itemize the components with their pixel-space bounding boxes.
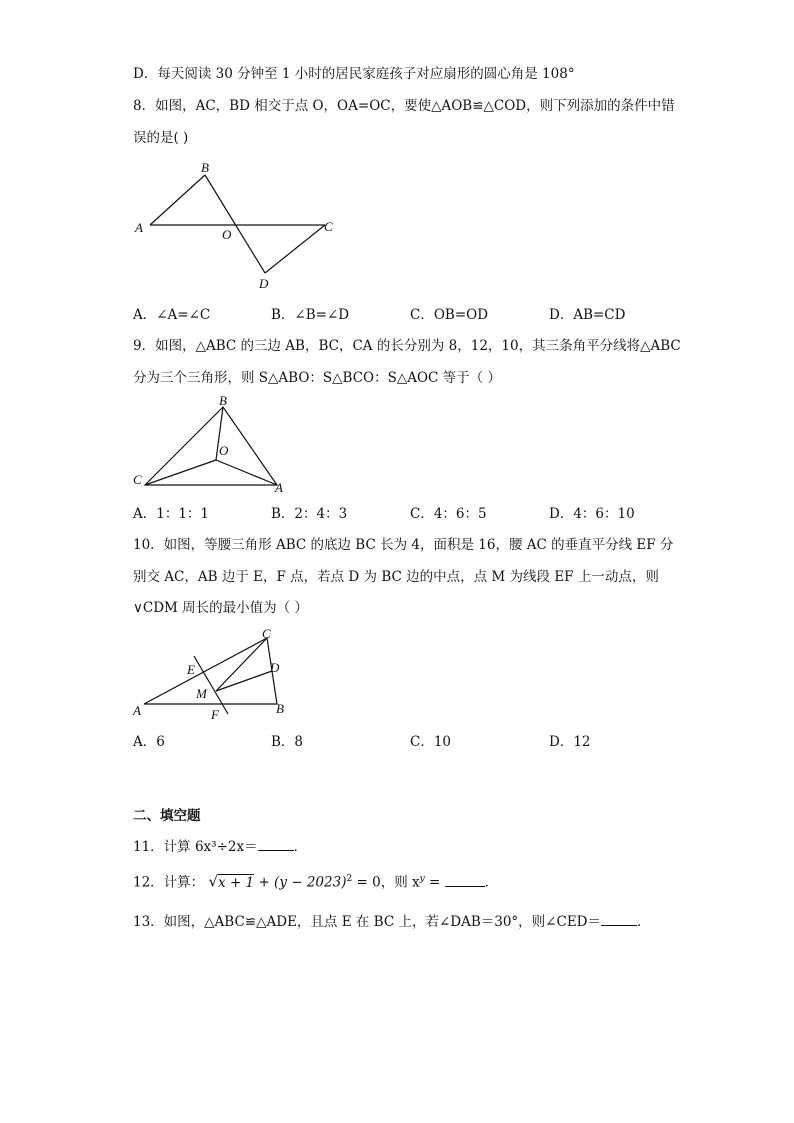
q9-triangle-abc: [145, 407, 277, 485]
q8-option-d[interactable]: D．AB=CD: [549, 307, 626, 323]
q9-option-c[interactable]: C．4：6：5: [410, 506, 487, 522]
q10-stem-line3: ∨CDM 周长的最小值为（ ）: [133, 600, 308, 616]
q9-line-co: [145, 460, 216, 485]
q9-label-a: A: [275, 480, 283, 495]
q10-label-d: D: [270, 660, 280, 675]
q10-label-c: C: [262, 626, 271, 641]
q10-option-b[interactable]: B．8: [271, 734, 304, 750]
q8-label-b: B: [201, 160, 209, 175]
q13-answer-blank[interactable]: [601, 911, 637, 926]
q10-line-dm: [216, 671, 272, 691]
q8-label-a: A: [135, 220, 143, 235]
q9-option-a[interactable]: A．1：1：1: [133, 506, 210, 522]
q12-expr-exponent: 2: [346, 874, 353, 884]
q7-option-d: D．每天阅读 30 分钟至 1 小时的居民家庭孩子对应扇形的圆心角是 108°: [133, 66, 575, 82]
q9-label-c: C: [133, 472, 142, 487]
q10-label-b: B: [276, 701, 284, 716]
q13-suffix: ．: [637, 914, 651, 930]
q10-line-ef: [194, 656, 228, 714]
q10-option-a[interactable]: A．6: [133, 734, 165, 750]
q11-text: 11．计算 6x³÷2x＝: [133, 839, 258, 855]
q9-stem-line2: 分为三个三角形，则 S△ABO：S△BCO：S△AOC 等于（ ）: [133, 370, 501, 386]
q11-answer-blank[interactable]: [258, 836, 294, 851]
q8-figure: [125, 155, 355, 295]
q8-stem-line1: 8．如图，AC，BD 相交于点 O，OA=OC，要使△AOB≌△COD，则下列添加的条件中错: [133, 98, 675, 114]
section-heading-fill-blank: 二、填空题: [133, 808, 201, 824]
q10-option-d[interactable]: D．12: [549, 734, 591, 750]
q10-label-f: F: [211, 707, 219, 722]
q10-label-e: E: [187, 662, 195, 677]
q13-text: 13．如图，△ABC≌△ADE，且点 E 在 BC 上，若∠DAB＝30°，则∠CED＝: [133, 914, 602, 930]
q8-option-b[interactable]: B．∠B=∠D: [271, 307, 350, 323]
q8-option-a[interactable]: A．∠A=∠C: [133, 307, 211, 323]
q8-line-ab: [150, 175, 205, 225]
q11-suffix: ．: [293, 839, 308, 855]
q12-answer-blank[interactable]: [445, 872, 485, 887]
q12-expr-exponent-y: y: [419, 874, 425, 884]
q8-label-d: D: [259, 276, 269, 291]
q12-expr-rest: = 0，则 x: [356, 874, 420, 891]
q10-line-cm: [216, 638, 267, 691]
q8-option-c[interactable]: C．OB=OD: [410, 307, 489, 323]
q12: [133, 869, 498, 893]
q10-figure: [125, 625, 300, 725]
q11: [133, 836, 307, 857]
q10-stem-line2: 别交 AC，AB 边于 E，F 点，若点 D 为 BC 边的中点，点 M 为线段 EF 上一动点，则: [133, 569, 659, 585]
q9-label-o: O: [219, 443, 229, 458]
sqrt-icon: √: [208, 872, 219, 891]
q10-option-c[interactable]: C．10: [410, 734, 452, 750]
q12-expr-square-term: + (y − 2023): [258, 874, 347, 891]
q9-label-b: B: [219, 393, 227, 408]
q10-label-a: A: [133, 703, 141, 718]
q12-suffix: ．: [484, 874, 499, 891]
q8-line-bd: [205, 175, 265, 273]
q8-label-o: O: [222, 227, 232, 242]
q9-option-d[interactable]: D．4：6：10: [549, 506, 635, 522]
q9-stem-line1: 9．如图，△ABC 的三边 AB，BC，CA 的长分别为 8，12，10，其三条角平分线将△ABC: [133, 338, 681, 354]
q12-sqrt-radicand: x + 1: [218, 874, 255, 891]
q9-option-b[interactable]: B．2：4：3: [271, 506, 348, 522]
q8-line-cd: [265, 225, 325, 273]
q10-stem-line1: 10．如图，等腰三角形 ABC 的底边 BC 长为 4，面积是 16，腰 AC 的垂直平分线 EF 分: [133, 537, 674, 553]
q13: [133, 911, 651, 932]
q8-stem-line2: 误的是( ): [133, 130, 189, 146]
q10-label-m: M: [196, 686, 207, 701]
q8-label-c: C: [324, 219, 333, 234]
q12-prefix: 12．计算：: [133, 874, 205, 891]
q9-figure: [125, 393, 295, 498]
q12-equals: =: [424, 874, 445, 891]
